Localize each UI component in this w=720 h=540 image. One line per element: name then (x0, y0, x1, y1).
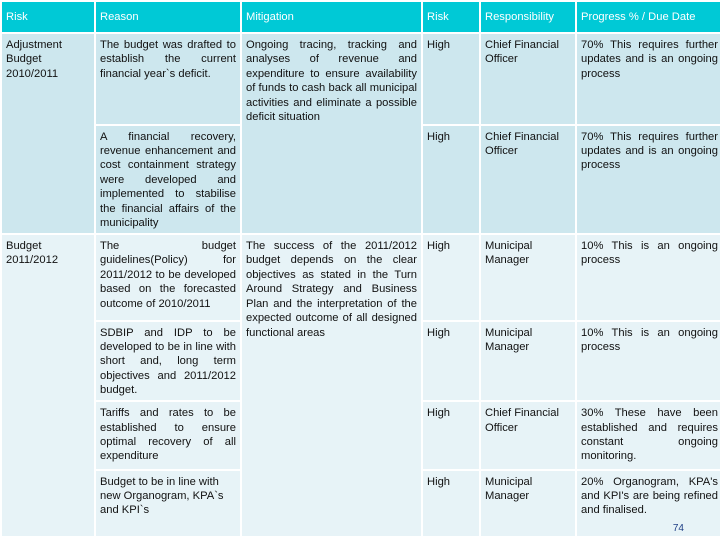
header-mitigation: Mitigation (242, 2, 421, 32)
risk-cell: Adjustment Budget 2010/2011 (2, 34, 94, 233)
reason-cell: The budget was drafted to establish the current financial year`s deficit. (96, 34, 240, 124)
header-risk: Risk (2, 2, 94, 32)
progress-cell: 70% This requires further updates and is an ongoing process (577, 34, 720, 124)
reason-cell: Budget to be in line with new Organogram, KPA`s and KPI`s (96, 471, 240, 536)
responsibility-cell: Chief Financial Officer (481, 402, 575, 468)
risk-level-cell: High (423, 322, 479, 401)
table-row (2, 34, 720, 124)
responsibility-cell: Chief Financial Officer (481, 34, 575, 124)
header-progress: Progress % / Due Date (577, 2, 720, 32)
progress-cell: 10% This is an ongoing process (577, 235, 720, 320)
responsibility-cell: Municipal Manager (481, 235, 575, 320)
responsibility-cell: Municipal Manager (481, 322, 575, 401)
progress-cell: 30% These have been established and requires constant ongoing monitoring. (577, 402, 720, 468)
header-row (2, 2, 720, 32)
header-risk-level: Risk (423, 2, 479, 32)
responsibility-cell: Municipal Manager (481, 471, 575, 536)
page-number: 74 (672, 523, 684, 534)
risk-level-cell: High (423, 34, 479, 124)
progress-cell: 20% Organogram, KPA's and KPI's are being refined and finalised. (577, 471, 720, 536)
risk-level-cell: High (423, 471, 479, 536)
progress-cell: 10% This is an ongoing process (577, 322, 720, 401)
risk-level-cell: High (423, 126, 479, 234)
responsibility-cell: Chief Financial Officer (481, 126, 575, 234)
table-row (2, 235, 720, 320)
mitigation-cell: Ongoing tracing, tracking and analyses of revenue and expenditure to ensure availability of funds to cash back all municipal activities and eliminate a possible deficit situation (242, 34, 421, 233)
header-reason: Reason (96, 2, 240, 32)
header-responsibility: Responsibility (481, 2, 575, 32)
mitigation-cell: The success of the 2011/2012 budget depends on the clear objectives as stated in the Turn Around Strategy and Business Plan and the interpretation of the expected outcome of all designed functional areas (242, 235, 421, 536)
risk-level-cell: High (423, 402, 479, 468)
progress-cell: 70% This requires further updates and is an ongoing process (577, 126, 720, 234)
reason-cell: A financial recovery, revenue enhancement and cost containment strategy were developed and implemented to stabilise the financial affairs of the municipality (96, 126, 240, 234)
risk-cell: Budget 2011/2012 (2, 235, 94, 536)
reason-cell: SDBIP and IDP to be developed to be in line with short and, long term objectives and 2011/2012 budget. (96, 322, 240, 401)
reason-cell: The budget guidelines(Policy) for 2011/2012 to be developed based on the forecasted outcome of 2010/2011 (96, 235, 240, 320)
reason-cell: Tariffs and rates to be established to ensure optimal recovery of all expenditure (96, 402, 240, 468)
risk-level-cell: High (423, 235, 479, 320)
